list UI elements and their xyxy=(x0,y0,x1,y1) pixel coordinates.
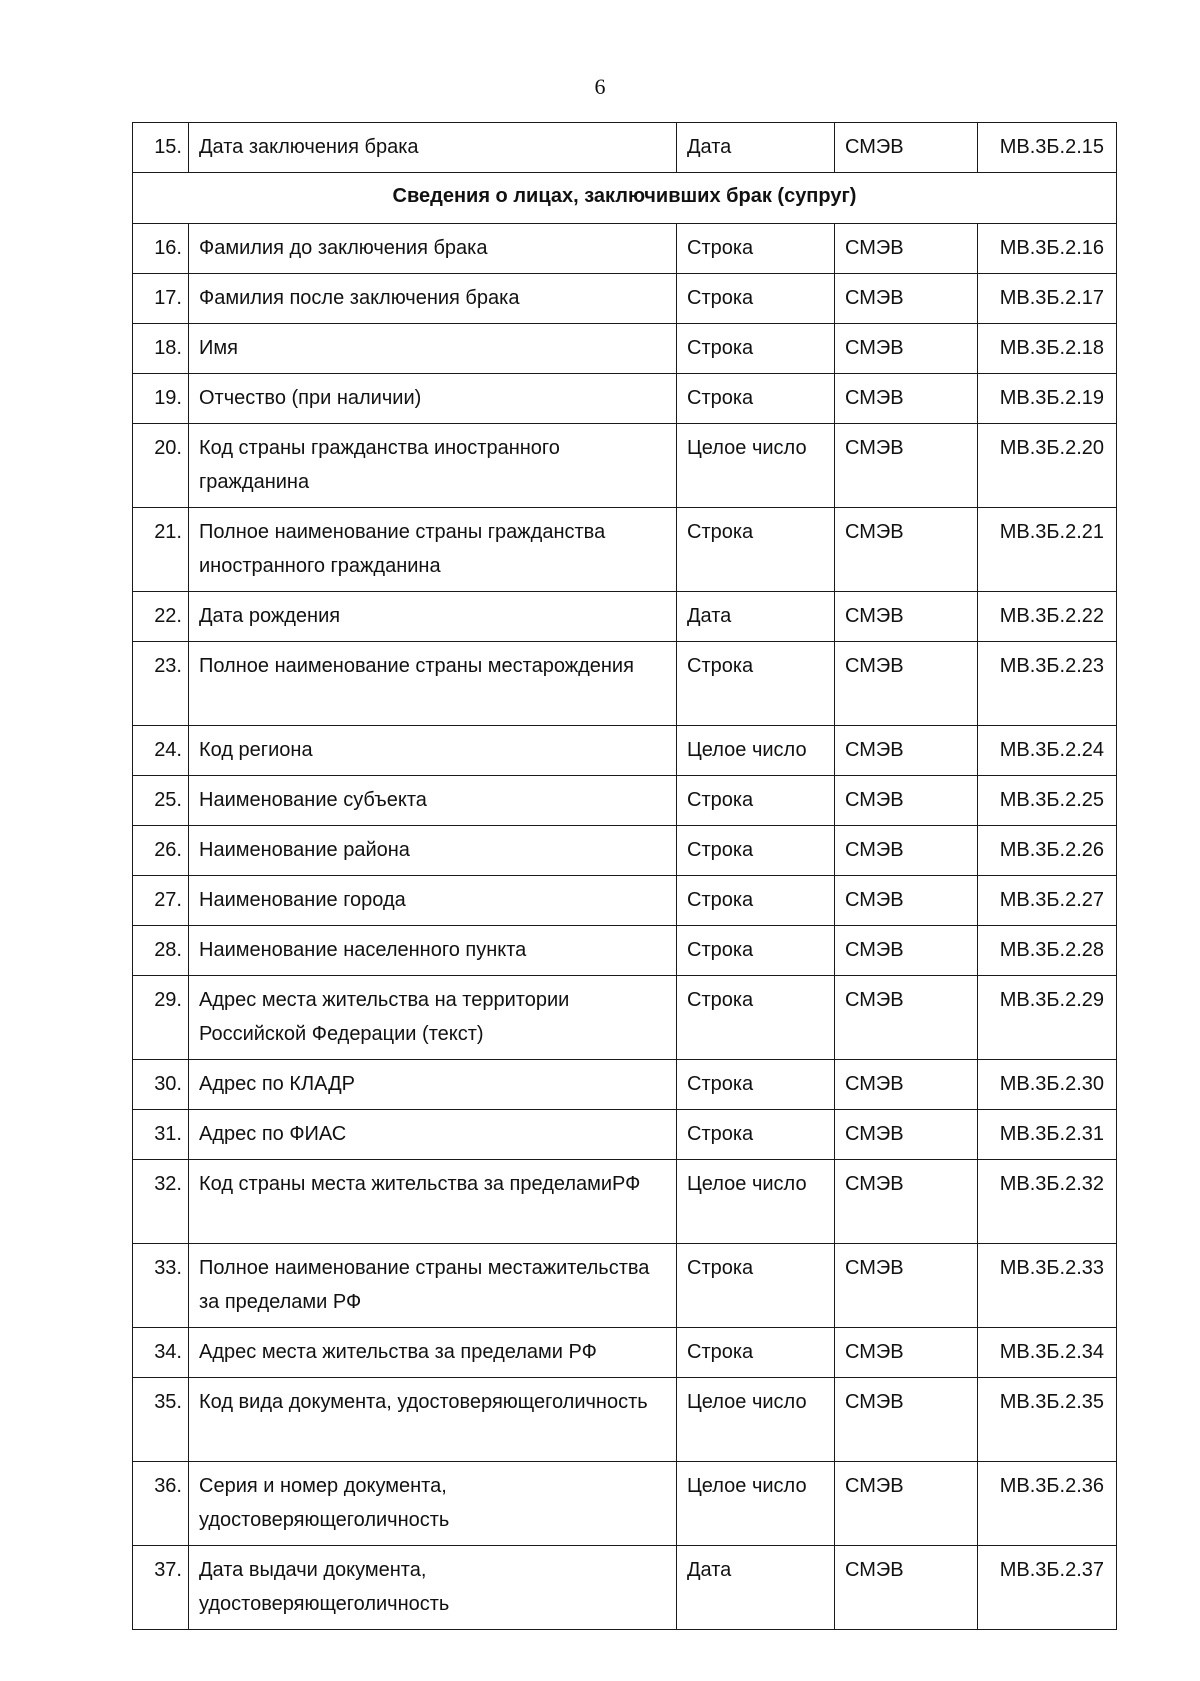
field-source: СМЭВ xyxy=(835,1244,978,1328)
field-code: МВ.3Б.2.29 xyxy=(978,976,1117,1060)
table-row xyxy=(133,224,1117,274)
data-table xyxy=(132,122,1117,1630)
field-name: Дата заключения брака xyxy=(189,123,677,173)
field-type: Строка xyxy=(677,642,835,726)
row-number: 28. xyxy=(133,926,189,976)
field-source: СМЭВ xyxy=(835,826,978,876)
field-source: СМЭВ xyxy=(835,324,978,374)
field-code: МВ.3Б.2.20 xyxy=(978,424,1117,508)
field-source: СМЭВ xyxy=(835,876,978,926)
field-name: Код вида документа, удостоверяющеголичность xyxy=(189,1378,677,1462)
row-number: 22. xyxy=(133,592,189,642)
row-number: 30. xyxy=(133,1060,189,1110)
row-number: 24. xyxy=(133,726,189,776)
field-source: СМЭВ xyxy=(835,508,978,592)
table-row xyxy=(133,274,1117,324)
rows-body xyxy=(133,224,1117,1630)
field-type: Целое число xyxy=(677,1462,835,1546)
field-source: СМЭВ xyxy=(835,1110,978,1160)
table-row xyxy=(133,508,1117,592)
field-type: Строка xyxy=(677,508,835,592)
table-row xyxy=(133,1060,1117,1110)
row-number: 27. xyxy=(133,876,189,926)
field-code: МВ.3Б.2.30 xyxy=(978,1060,1117,1110)
table-row xyxy=(133,976,1117,1060)
row-number: 36. xyxy=(133,1462,189,1546)
field-type: Строка xyxy=(677,976,835,1060)
table-row xyxy=(133,324,1117,374)
field-name: Полное наименование страны гражданства иностранного гражданина xyxy=(189,508,677,592)
field-type: Строка xyxy=(677,876,835,926)
table-row xyxy=(133,1462,1117,1546)
table-row xyxy=(133,1160,1117,1244)
field-type: Целое число xyxy=(677,726,835,776)
table-row xyxy=(133,876,1117,926)
table-row xyxy=(133,642,1117,726)
field-name: Код региона xyxy=(189,726,677,776)
field-code: МВ.3Б.2.27 xyxy=(978,876,1117,926)
field-code: МВ.3Б.2.33 xyxy=(978,1244,1117,1328)
field-name: Фамилия после заключения брака xyxy=(189,274,677,324)
row-number: 34. xyxy=(133,1328,189,1378)
field-type: Строка xyxy=(677,374,835,424)
field-code: МВ.3Б.2.32 xyxy=(978,1160,1117,1244)
row-number: 17. xyxy=(133,274,189,324)
field-name: Наименование населенного пункта xyxy=(189,926,677,976)
row-number: 21. xyxy=(133,508,189,592)
field-name: Код страны гражданства иностранного гражданина xyxy=(189,424,677,508)
field-source: СМЭВ xyxy=(835,424,978,508)
field-source: СМЭВ xyxy=(835,976,978,1060)
field-code: МВ.3Б.2.15 xyxy=(978,123,1117,173)
field-type: Строка xyxy=(677,1110,835,1160)
field-name: Полное наименование страны местарождения xyxy=(189,642,677,726)
row-number: 35. xyxy=(133,1378,189,1462)
field-source: СМЭВ xyxy=(835,642,978,726)
field-name: Дата выдачи документа, удостоверяющеголичность xyxy=(189,1546,677,1630)
field-code: МВ.3Б.2.25 xyxy=(978,776,1117,826)
row-number: 32. xyxy=(133,1160,189,1244)
row-number: 33. xyxy=(133,1244,189,1328)
field-code: МВ.3Б.2.22 xyxy=(978,592,1117,642)
field-code: МВ.3Б.2.23 xyxy=(978,642,1117,726)
field-code: МВ.3Б.2.26 xyxy=(978,826,1117,876)
table-row xyxy=(133,1378,1117,1462)
row-number: 18. xyxy=(133,324,189,374)
field-type: Дата xyxy=(677,123,835,173)
row-number: 19. xyxy=(133,374,189,424)
field-name: Адрес места жительства на территории Российской Федерации (текст) xyxy=(189,976,677,1060)
table-row xyxy=(133,1328,1117,1378)
field-type: Строка xyxy=(677,776,835,826)
field-source: СМЭВ xyxy=(835,776,978,826)
row-number: 26. xyxy=(133,826,189,876)
page-number: 6 xyxy=(594,74,606,99)
row-number: 29. xyxy=(133,976,189,1060)
field-source: СМЭВ xyxy=(835,726,978,776)
table-row xyxy=(133,776,1117,826)
row-number: 15. xyxy=(133,123,189,173)
row-number: 37. xyxy=(133,1546,189,1630)
field-name: Наименование города xyxy=(189,876,677,926)
field-type: Целое число xyxy=(677,1160,835,1244)
field-code: МВ.3Б.2.28 xyxy=(978,926,1117,976)
field-name: Дата рождения xyxy=(189,592,677,642)
section-header-row xyxy=(133,173,1117,224)
field-type: Дата xyxy=(677,592,835,642)
table-row xyxy=(133,926,1117,976)
field-type: Дата xyxy=(677,1546,835,1630)
field-type: Строка xyxy=(677,1244,835,1328)
field-code: МВ.3Б.2.21 xyxy=(978,508,1117,592)
table-row xyxy=(133,1110,1117,1160)
field-name: Код страны места жительства за пределамиРФ xyxy=(189,1160,677,1244)
field-source: СМЭВ xyxy=(835,1546,978,1630)
field-code: МВ.3Б.2.37 xyxy=(978,1546,1117,1630)
field-name: Имя xyxy=(189,324,677,374)
field-source: СМЭВ xyxy=(835,274,978,324)
field-name: Фамилия до заключения брака xyxy=(189,224,677,274)
field-code: МВ.3Б.2.17 xyxy=(978,274,1117,324)
field-type: Целое число xyxy=(677,424,835,508)
field-source: СМЭВ xyxy=(835,1160,978,1244)
field-source: СМЭВ xyxy=(835,224,978,274)
field-code: МВ.3Б.2.34 xyxy=(978,1328,1117,1378)
field-type: Строка xyxy=(677,324,835,374)
row-number: 31. xyxy=(133,1110,189,1160)
field-type: Строка xyxy=(677,826,835,876)
table-row xyxy=(133,592,1117,642)
field-name: Отчество (при наличии) xyxy=(189,374,677,424)
field-name: Адрес места жительства за пределами РФ xyxy=(189,1328,677,1378)
table-row xyxy=(133,1546,1117,1630)
row-number: 16. xyxy=(133,224,189,274)
table-row xyxy=(133,123,1117,173)
field-type: Строка xyxy=(677,1060,835,1110)
field-source: СМЭВ xyxy=(835,1378,978,1462)
field-name: Наименование района xyxy=(189,826,677,876)
row-number: 25. xyxy=(133,776,189,826)
field-source: СМЭВ xyxy=(835,926,978,976)
field-code: МВ.3Б.2.24 xyxy=(978,726,1117,776)
field-source: СМЭВ xyxy=(835,1060,978,1110)
table-row xyxy=(133,1244,1117,1328)
table-row xyxy=(133,424,1117,508)
field-type: Строка xyxy=(677,926,835,976)
field-type: Строка xyxy=(677,1328,835,1378)
field-code: МВ.3Б.2.36 xyxy=(978,1462,1117,1546)
field-type: Строка xyxy=(677,274,835,324)
field-source: СМЭВ xyxy=(835,123,978,173)
field-code: МВ.3Б.2.18 xyxy=(978,324,1117,374)
field-name: Адрес по КЛАДР xyxy=(189,1060,677,1110)
table-row xyxy=(133,374,1117,424)
field-name: Адрес по ФИАС xyxy=(189,1110,677,1160)
field-source: СМЭВ xyxy=(835,1462,978,1546)
section-title: Сведения о лицах, заключивших брак (супруг) xyxy=(133,173,1117,224)
row-number: 20. xyxy=(133,424,189,508)
field-name: Серия и номер документа, удостоверяющеголичность xyxy=(189,1462,677,1546)
row-number: 23. xyxy=(133,642,189,726)
field-code: МВ.3Б.2.19 xyxy=(978,374,1117,424)
field-type: Целое число xyxy=(677,1378,835,1462)
field-source: СМЭВ xyxy=(835,374,978,424)
table-row xyxy=(133,826,1117,876)
field-code: МВ.3Б.2.16 xyxy=(978,224,1117,274)
field-type: Строка xyxy=(677,224,835,274)
field-name: Полное наименование страны местажительства за пределами РФ xyxy=(189,1244,677,1328)
field-code: МВ.3Б.2.31 xyxy=(978,1110,1117,1160)
field-source: СМЭВ xyxy=(835,1328,978,1378)
field-name: Наименование субъекта xyxy=(189,776,677,826)
table-row xyxy=(133,726,1117,776)
field-code: МВ.3Б.2.35 xyxy=(978,1378,1117,1462)
field-source: СМЭВ xyxy=(835,592,978,642)
